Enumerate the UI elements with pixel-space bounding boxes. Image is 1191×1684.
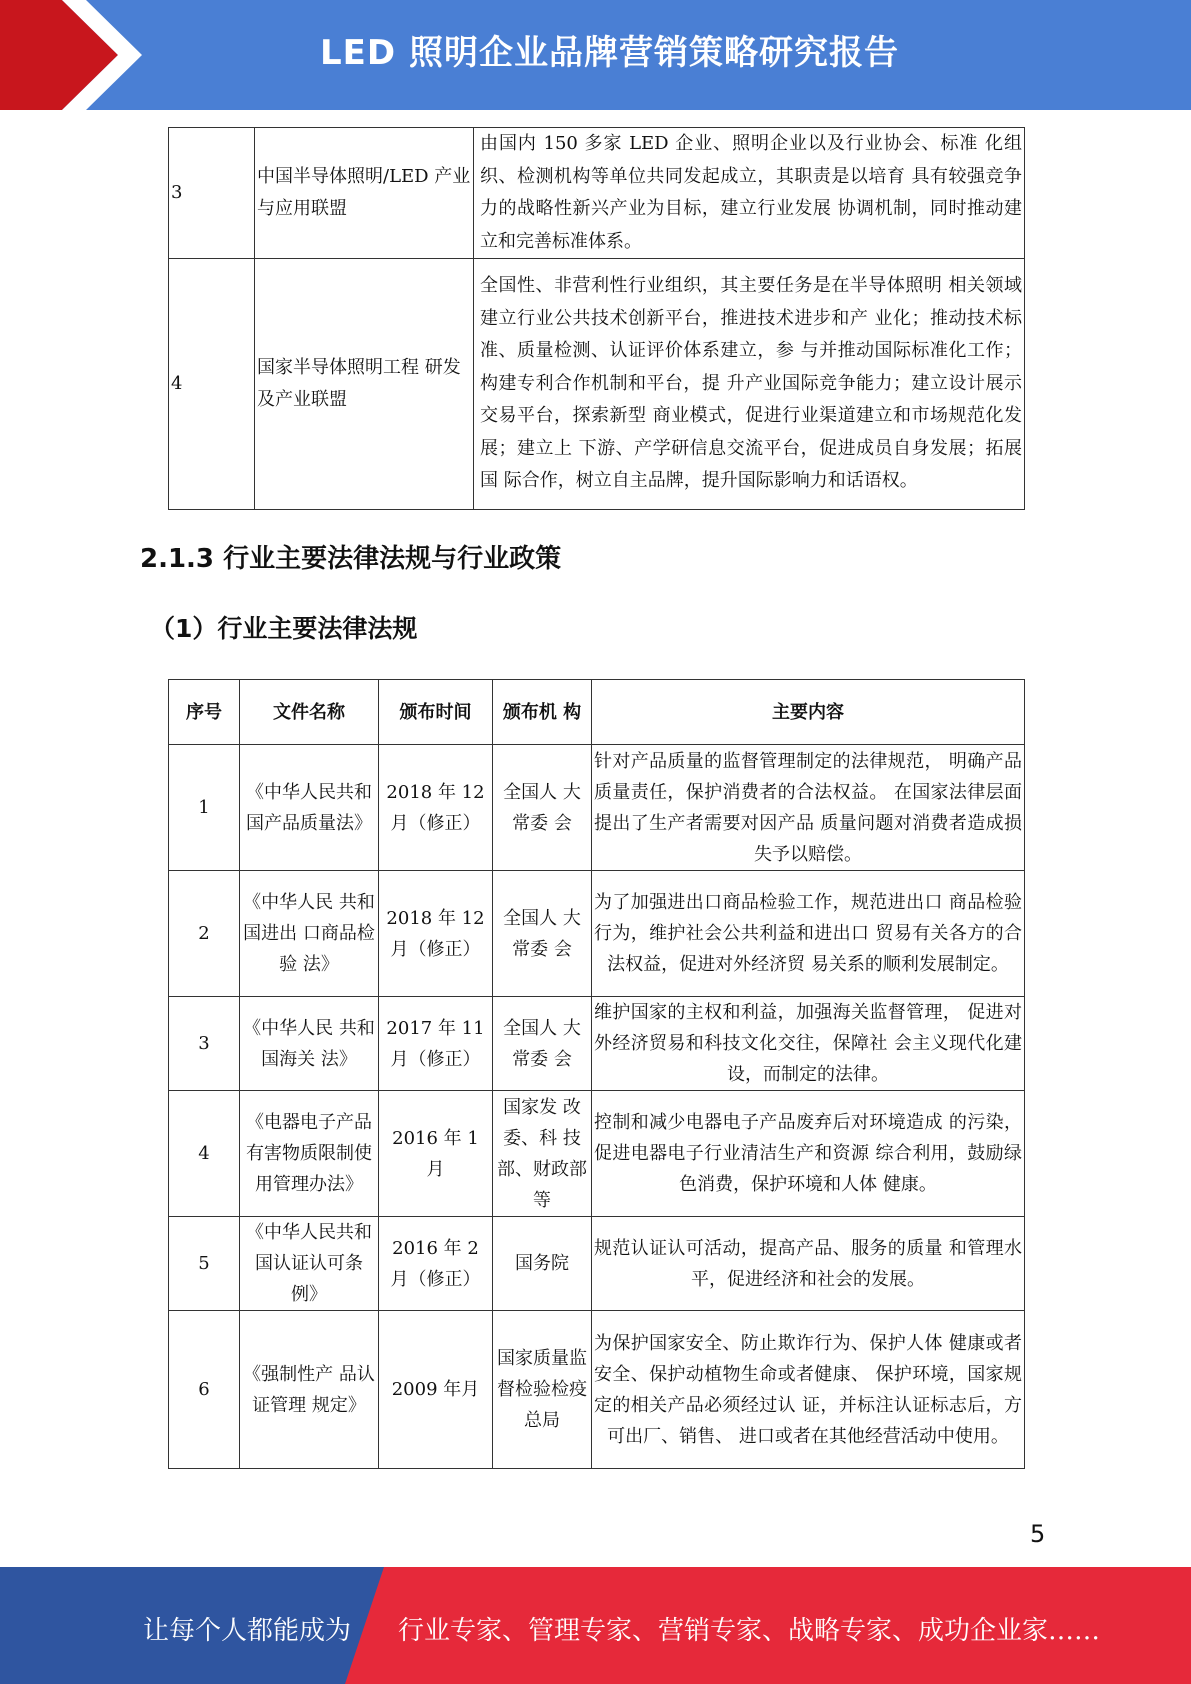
law-content: 为保护国家安全、防止欺诈行为、保护人体 健康或者安全、保护动植物生命或者健康、 保护环境，国家规定的相关产品必须经过认 证，并标注认证标志后，方可出厂、销售、 进口或者在其他经营活动中使用。 [592,1311,1025,1469]
law-content: 维护国家的主权和利益，加强海关监督管理， 促进对外经济贸易和科技文化交往，保障社 会主义现代化建设，而制定的法律。 [592,997,1025,1091]
alliances-table [168,127,1025,510]
table-row [169,259,1025,510]
subsection-heading: （1）行业主要法律法规 [150,614,418,643]
section-heading: 2.1.3 行业主要法律法规与行业政策 [140,544,562,574]
column-header: 主要内容 [592,680,1025,745]
law-date: 2018 年 12 月（修正） [379,871,493,997]
footer-slogan-right: 行业专家、管理专家、营销专家、战略专家、成功企业家…… [398,1616,1101,1646]
law-name: 《中华人民共和国认证认可条例》 [240,1217,379,1311]
column-header: 序号 [169,680,240,745]
law-number: 5 [169,1217,240,1311]
table-row [169,128,1025,259]
column-header: 颁布机 构 [493,680,592,745]
column-header: 文件名称 [240,680,379,745]
law-date: 2018 年 12 月（修正） [379,745,493,871]
law-name: 《中华人民 共和国进出 口商品检验 法》 [240,871,379,997]
law-content: 为了加强进出口商品检验工作，规范进出口 商品检验行为，维护社会公共利益和进出口 贸易有关各方的合法权益，促进对外经济贸 易关系的顺利发展制定。 [592,871,1025,997]
law-number: 1 [169,745,240,871]
alliance-name: 中国半导体照明/LED 产业与应用联盟 [255,128,474,259]
law-number: 2 [169,871,240,997]
law-name: 《强制性产 品认证管理 规定》 [240,1311,379,1469]
footer-slogan-left: 让每个人都能成为 [143,1616,352,1646]
law-date: 2009 年月 [379,1311,493,1469]
header-arrow-decoration [0,0,150,110]
table-row [169,871,1025,997]
column-header: 颁布时间 [379,680,493,745]
law-name: 《中华人民 共和国海关 法》 [240,997,379,1091]
row-number: 4 [169,259,255,510]
law-content: 控制和减少电器电子产品废弃后对环境造成 的污染，促进电器电子行业清洁生产和资源 综合利用，鼓励绿色消费，保护环境和人体 健康。 [592,1091,1025,1217]
law-issuer: 全国人 大常委 会 [493,997,592,1091]
law-name: 《中华人民共和国产品质量法》 [240,745,379,871]
law-issuer: 国家发 改委、科 技部、财政部等 [493,1091,592,1217]
law-issuer: 国务院 [493,1217,592,1311]
law-issuer: 全国人 大常委 会 [493,745,592,871]
report-title: LED 照明企业品牌营销策略研究报告 [320,33,899,73]
table-row [169,997,1025,1091]
law-date: 2017 年 11 月（修正） [379,997,493,1091]
law-date: 2016 年 2 月（修正） [379,1217,493,1311]
alliance-description: 由国内 150 多家 LED 企业、照明企业以及行业协会、标准 化组织、检测机构等单位共同发起成立，其职责是以培育 具有较强竞争力的战略性新兴产业为目标，建立行业发展 协调机制，同时推动建立和完善标准体系。 [474,128,1025,259]
alliance-name: 国家半导体照明工程 研发及产业联盟 [255,259,474,510]
law-date: 2016 年 1 月 [379,1091,493,1217]
table-header-row [169,680,1025,745]
alliance-description: 全国性、非营利性行业组织，其主要任务是在半导体照明 相关领域建立行业公共技术创新平台，推进技术进步和产 业化；推动技术标准、质量检测、认证评价体系建立，参 与并推动国际标准化工作；构建专利合作机制和平台，提 升产业国际竞争能力；建立设计展示交易平台，探索新型 商业模式，促进行业渠道建立和市场规范化发展；建立上 下游、产学研信息交流平台，促进成员自身发展；拓展国 际合作，树立自主品牌，提升国际影响力和话语权。 [474,259,1025,510]
table-row [169,1311,1025,1469]
law-content: 针对产品质量的监督管理制定的法律规范， 明确产品质量责任，保护消费者的合法权益。 在国家法律层面提出了生产者需要对因产品 质量问题对消费者造成损失予以赔偿。 [592,745,1025,871]
table-row [169,1091,1025,1217]
page-header [0,0,1191,110]
table-row [169,1217,1025,1311]
law-number: 3 [169,997,240,1091]
law-name: 《电器电子产品有害物质限制使用管理办法》 [240,1091,379,1217]
laws-table [168,679,1025,1469]
page-number: 5 [1030,1520,1046,1548]
row-number: 3 [169,128,255,259]
table-row [169,745,1025,871]
law-number: 4 [169,1091,240,1217]
law-issuer: 国家质量监督检验检疫总局 [493,1311,592,1469]
law-issuer: 全国人 大常委 会 [493,871,592,997]
law-number: 6 [169,1311,240,1469]
law-content: 规范认证认可活动，提高产品、服务的质量 和管理水平，促进经济和社会的发展。 [592,1217,1025,1311]
